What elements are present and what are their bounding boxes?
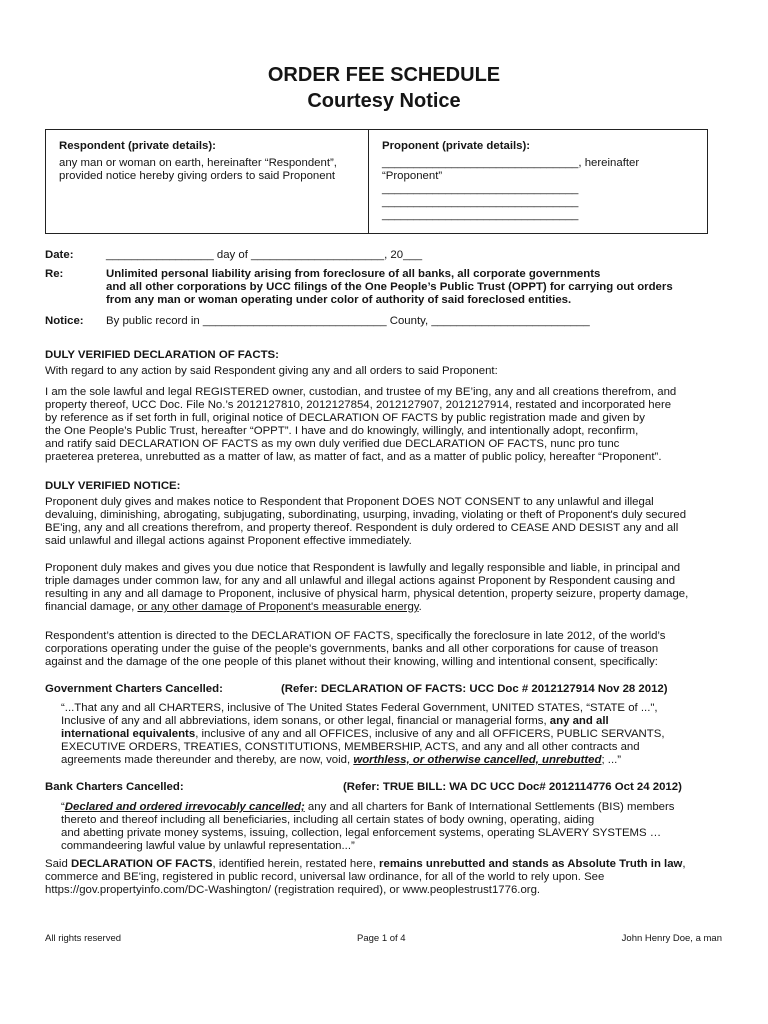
measurable-energy-clause: or any other damage of Proponent's measurable energy xyxy=(137,601,419,613)
quote-line: and abetting private money systems, issuing, collection, legal enforcement systems, operating SLAVERY SYSTEMS … xyxy=(61,827,662,839)
quote-emphasis: worthless, or otherwise cancelled, unrebutted xyxy=(353,754,602,766)
closing-paragraph xyxy=(45,858,686,897)
notice-label: Notice: xyxy=(45,315,84,327)
notice-line xyxy=(45,601,688,614)
quote-line xyxy=(61,754,665,767)
page-title: ORDER FEE SCHEDULE xyxy=(267,64,501,86)
quote-text: “ xyxy=(61,801,65,813)
quote-emphasis: Declared and ordered irrevocably cancelled; xyxy=(64,801,305,813)
declaration-line: by reference as if set forth in full, original notice of DECLARATION OF FACTS by public registration made and given by xyxy=(45,412,645,424)
notice-line: resulting in any and all damage to Proponent, inclusive of physical harm, physical detention, property seizure, property damage, xyxy=(45,588,689,600)
proponent-line: _______________________________, hereinafter xyxy=(382,157,640,169)
declaration-line: praeterea preterea, unrebutted as a matter of law, as matter of fact, and as a matter of public policy, hereafter “Proponent”. xyxy=(45,451,662,463)
proponent-line: “Proponent” xyxy=(382,170,443,182)
quote-line xyxy=(61,728,665,741)
notice-line: triple damages under common law, for any and all unlawful and illegal actions against Proponent by Respondent causing and xyxy=(45,575,676,587)
notice-heading: DULY VERIFIED NOTICE: xyxy=(45,480,181,492)
notice-line: corporations operating under the guise of the people's governments, banks and all other corporations for cause of treason xyxy=(45,643,659,655)
footer-rights: All rights reserved xyxy=(45,933,122,944)
respondent-details xyxy=(59,157,337,183)
re-text xyxy=(106,268,673,307)
notice-paragraph-3 xyxy=(45,630,665,669)
declaration-line: and ratify said DECLARATION OF FACTS as my own duly verified due DECLARATION OF FACTS, nunc pro tunc xyxy=(45,438,620,450)
notice-line: Proponent duly makes and gives you due notice that Respondent is lawfully and legally responsible and liable, in principal and xyxy=(45,562,681,574)
respondent-heading: Respondent (private details): xyxy=(59,140,216,152)
quote-line: “...That any and all CHARTERS, inclusive of The United States Federal Government, UNITED STATES, “STATE of ...", xyxy=(61,702,658,714)
quote-text: ; ...” xyxy=(601,754,622,766)
closing-line: https://gov.propertyinfo.com/DC-Washington/ (registration required), or www.peoplestrust1776.org. xyxy=(45,884,541,896)
notice-paragraph-2 xyxy=(45,562,688,614)
notice-line: Proponent duly gives and makes notice to Respondent that Proponent DOES NOT CONSENT to any unlawful and illegal xyxy=(45,496,654,508)
notice-value: By public record in _____________________________ County, _________________________ xyxy=(106,315,590,327)
notice-text: financial damage, xyxy=(45,601,138,613)
government-quote xyxy=(61,702,665,767)
re-line: Unlimited personal liability arising from foreclosure of all banks, all corporate governments xyxy=(106,268,601,280)
quote-emphasis: any and all xyxy=(549,715,609,727)
notice-line: Respondent’s attention is directed to the DECLARATION OF FACTS, specifically the foreclosure in late 2012, of the world’s xyxy=(45,630,666,642)
closing-line: commerce and BE'ing, registered in public record, universal law ordinance, for all of the world to rely upon. See xyxy=(45,871,605,883)
quote-text: any and all charters for Bank of International Settlements (BIS) members xyxy=(304,801,675,813)
notice-line: said unlawful and illegal actions against Proponent effective immediately. xyxy=(45,535,412,547)
closing-line xyxy=(45,858,686,871)
respondent-line: provided notice hereby giving orders to said Proponent xyxy=(59,170,336,182)
declaration-heading: DULY VERIFIED DECLARATION OF FACTS: xyxy=(45,349,279,361)
bank-quote xyxy=(61,801,674,853)
bank-refer: (Refer: TRUE BILL: WA DC UCC Doc# 2012114776 Oct 24 2012) xyxy=(343,781,682,793)
quote-text: agreements made thereunder and thereby, are now, void, xyxy=(61,754,354,766)
quote-emphasis: international equivalents xyxy=(61,728,196,740)
declaration-intro: With regard to any action by said Respondent giving any and all orders to said Proponent: xyxy=(45,365,498,377)
proponent-line: _______________________________ xyxy=(382,196,579,208)
closing-text: Said xyxy=(45,858,71,870)
quote-line: commandeering lawful value by unlawful representation...” xyxy=(61,840,355,852)
declaration-line: property thereof, UCC Doc. File No.’s 2012127810, 2012127854, 2012127907, 2012127914, restated and incorporated here xyxy=(45,399,672,411)
closing-text: , identified herein, restated here, xyxy=(212,858,380,870)
footer-page-number: Page 1 of 4 xyxy=(357,933,406,944)
notice-text: . xyxy=(418,601,422,613)
date-value: _________________ day of _____________________, 20___ xyxy=(106,249,423,261)
quote-text: Inclusive of any and all abbreviations, idem sonans, or other legal, financial or managerial forms, xyxy=(61,715,550,727)
notice-line: BE'ing, any and all creations therefrom, and property thereof. Respondent is duly ordered to CEASE AND DESIST any and all xyxy=(45,522,679,534)
quote-line: thereto and thereof including all beneficiaries, including all certain states of body owning, operating, aiding xyxy=(61,814,595,826)
footer-author: John Henry Doe, a man xyxy=(621,933,722,944)
notice-paragraph-1 xyxy=(45,496,686,548)
declaration-line: the One People’s Public Trust, hereafter “OPPT”. I have and do knowingly, willingly, and intentionally adopt, reconfirm, xyxy=(45,425,639,437)
parties-divider xyxy=(368,130,369,233)
declaration-paragraph xyxy=(45,386,676,464)
proponent-heading: Proponent (private details): xyxy=(382,140,531,152)
re-line: from any man or woman operating under color of authority of said foreclosed entities. xyxy=(106,294,572,306)
notice-line: devaluing, diminishing, abrogating, subjugating, subordinating, usurping, invading, violating or theft of Proponent's duly secured xyxy=(45,509,687,521)
re-label: Re: xyxy=(45,268,64,280)
government-heading: Government Charters Cancelled: xyxy=(45,683,223,695)
closing-text: , xyxy=(682,858,686,870)
declaration-line: I am the sole lawful and legal REGISTERED owner, custodian, and trustee of my BE’ing, any and all creations therefrom, and xyxy=(45,386,677,398)
quote-line: EXECUTIVE ORDERS, TREATIES, CONSTITUTIONS, MEMBERSHIP, ACTS, and any and all other contracts and xyxy=(61,741,640,753)
parties-box xyxy=(45,129,708,234)
quote-text: , inclusive of any and all OFFICES, inclusive of any and all OFFICERS, PUBLIC SERVANTS, xyxy=(195,728,665,740)
re-line: and all other corporations by UCC filings of the One People’s Public Trust (OPPT) for carrying out orders xyxy=(106,281,673,293)
government-refer: (Refer: DECLARATION OF FACTS: UCC Doc # 2012127914 Nov 28 2012) xyxy=(281,683,668,695)
respondent-line: any man or woman on earth, hereinafter “Respondent”, xyxy=(59,157,337,169)
bank-heading: Bank Charters Cancelled: xyxy=(45,781,184,793)
closing-emphasis: remains unrebutted and stands as Absolute Truth in law xyxy=(379,858,683,870)
proponent-details xyxy=(382,157,639,222)
quote-line xyxy=(61,801,674,814)
proponent-line: _______________________________ xyxy=(382,209,579,221)
closing-emphasis: DECLARATION OF FACTS xyxy=(70,858,213,870)
notice-line: against and the damage of the one people of this planet without their knowing, willing and intentional consent, specifically: xyxy=(45,656,658,668)
quote-line xyxy=(61,715,665,728)
date-label: Date: xyxy=(45,249,74,261)
proponent-line: _______________________________ xyxy=(382,183,579,195)
page-subtitle: Courtesy Notice xyxy=(307,90,461,112)
